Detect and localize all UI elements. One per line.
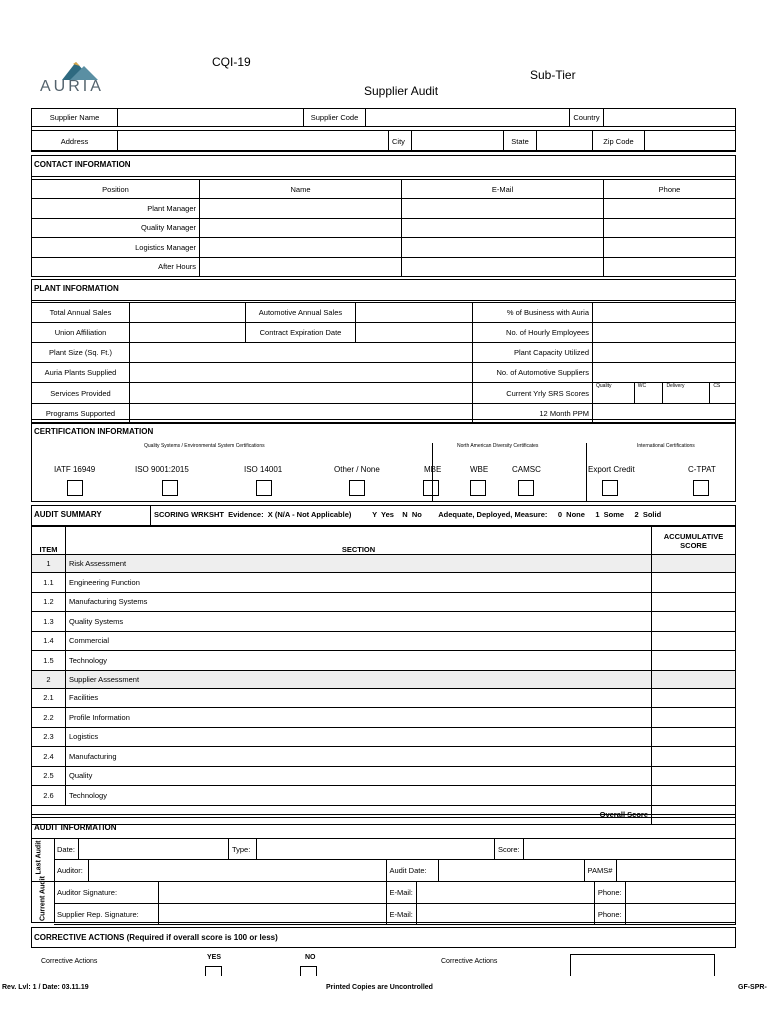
footer-code: GF-SPR- (738, 984, 767, 991)
contract-field[interactable] (356, 323, 473, 343)
summary-item-number: 1 (32, 555, 66, 573)
audit-title: AUDIT INFORMATION (32, 818, 735, 839)
cert-checkbox-mbe[interactable] (423, 480, 439, 496)
audit-date-label: Audit Date: (386, 860, 438, 882)
summary-divider (150, 506, 151, 525)
cert-checkbox-wbe[interactable] (470, 480, 486, 496)
summary-col-item: ITEM (32, 527, 66, 555)
last-date-label: Date: (54, 839, 78, 860)
contact-phone-field[interactable] (604, 218, 736, 238)
hourly-field[interactable] (593, 323, 736, 343)
pct-business-label: % of Business with Auria (473, 303, 593, 323)
contact-name-field[interactable] (200, 238, 402, 258)
supplier-email-field[interactable] (416, 904, 594, 925)
cert-group-quality: Quality Systems / Environmental System Certifications (144, 443, 265, 449)
supplier-phone-field[interactable] (625, 904, 735, 925)
summary-section-name: Engineering Function (66, 573, 652, 593)
contact-email-field[interactable] (402, 257, 604, 277)
cert-checkbox-other[interactable] (349, 480, 365, 496)
summary-item-number: 2.6 (32, 786, 66, 806)
summary-item-number: 1.2 (32, 592, 66, 612)
summary-section-name: Profile Information (66, 708, 652, 728)
footer-rev: Rev. Lvl: 1 / Date: 03.11.19 (2, 984, 89, 991)
summary-score-field[interactable] (652, 727, 736, 747)
auto-suppliers-label: No. of Automotive Suppliers (473, 363, 593, 383)
summary-row (32, 747, 736, 767)
srs-cs[interactable]: CS (713, 383, 721, 389)
corrective-actions-box[interactable] (570, 954, 715, 976)
cert-group-diversity: North American Diversity Certificates (457, 443, 539, 449)
contact-header-email: E-Mail (402, 180, 604, 199)
summary-section (31, 505, 736, 819)
cert-label-iatf: IATF 16949 (54, 465, 96, 474)
total-sales-label: Total Annual Sales (32, 303, 130, 323)
size-field[interactable] (130, 343, 473, 363)
last-date-field[interactable] (78, 839, 228, 860)
corrective-right-label: Corrective Actions (441, 958, 498, 965)
summary-table (31, 526, 736, 825)
plant-table (31, 302, 736, 424)
summary-score-field[interactable] (652, 747, 736, 767)
capacity-label: Plant Capacity Utilized (473, 343, 593, 363)
contact-row-label: Plant Manager (32, 199, 200, 219)
plant-section (31, 279, 736, 420)
summary-section-name: Risk Assessment (66, 555, 652, 573)
zip-field[interactable] (645, 131, 736, 152)
srs-label: Current Yrly SRS Scores (473, 383, 593, 404)
summary-legend: SCORING WRKSHT Evidence: X (N/A - Not Applicable) Y Yes N No Adequate, Deployed, Measure: 0 None 1 Some 2 Solid (154, 510, 662, 519)
supplier-code-label: Supplier Code (304, 109, 366, 127)
auto-sales-field[interactable] (356, 303, 473, 323)
contact-header-name: Name (200, 180, 402, 199)
header (0, 0, 768, 105)
pams-field[interactable] (616, 860, 736, 882)
contact-section (31, 155, 736, 277)
cert-label-mbe: MBE (424, 465, 442, 474)
summary-row (32, 786, 736, 806)
contact-row-label: Logistics Manager (32, 238, 200, 258)
summary-section-name: Quality Systems (66, 612, 652, 632)
summary-row (32, 766, 736, 786)
summary-row (32, 688, 736, 708)
cert-checkbox-camsc[interactable] (518, 480, 534, 496)
contact-phone-field[interactable] (604, 257, 736, 277)
total-sales-field[interactable] (130, 303, 246, 323)
cert-label-camsc: CAMSC (512, 465, 541, 474)
summary-section-name: Facilities (66, 688, 652, 708)
cert-title: CERTIFICATION INFORMATION (34, 427, 154, 436)
corrective-section (31, 927, 736, 948)
programs-field[interactable] (130, 404, 473, 424)
cert-label-iso9001: ISO 9001:2015 (135, 465, 189, 474)
contract-label: Contract Expiration Date (246, 323, 356, 343)
cert-section (31, 422, 736, 502)
plants-supplied-label: Auria Plants Supplied (32, 363, 130, 383)
supplier-code-field[interactable] (366, 109, 570, 127)
summary-row (32, 727, 736, 747)
contact-name-field[interactable] (200, 218, 402, 238)
cert-group-intl: International Certifications (637, 443, 695, 449)
capacity-field[interactable] (593, 343, 736, 363)
summary-group-row (32, 555, 736, 573)
corrective-left-label: Corrective Actions (41, 958, 98, 965)
ppm-field[interactable] (593, 404, 736, 424)
corrective-no-label: NO (305, 954, 316, 961)
supplier-section (31, 108, 736, 151)
cert-checkbox-iso14001[interactable] (256, 480, 272, 496)
auditor-field[interactable] (88, 860, 386, 882)
auditor-label: Auditor: (54, 860, 88, 882)
supplier-signature-label: Supplier Rep. Signature: (54, 904, 158, 925)
summary-title: AUDIT SUMMARY (34, 510, 102, 519)
corrective-no-checkbox[interactable] (300, 966, 317, 976)
union-field[interactable] (130, 323, 246, 343)
contact-name-field[interactable] (200, 257, 402, 277)
cert-checkbox-ctpat[interactable] (693, 480, 709, 496)
logo (40, 58, 130, 98)
page-subtitle: Sub-Tier (530, 68, 576, 82)
summary-score-field[interactable] (652, 766, 736, 786)
summary-section-name: Manufacturing Systems (66, 592, 652, 612)
contact-table (31, 179, 736, 277)
summary-section-name: Supplier Assessment (66, 670, 652, 688)
summary-row (32, 612, 736, 632)
doc-code: CQI-19 (212, 55, 251, 69)
current-audit-label: Current Audit (39, 876, 47, 921)
auditor-phone-field[interactable] (625, 882, 735, 904)
corrective-yes-checkbox[interactable] (205, 966, 222, 976)
summary-score-field (652, 555, 736, 573)
size-label: Plant Size (Sq. Ft.) (32, 343, 130, 363)
plant-title: PLANT INFORMATION (32, 280, 735, 301)
last-score-label: Score: (494, 839, 523, 860)
summary-section-name: Technology (66, 651, 652, 671)
summary-item-number: 2.4 (32, 747, 66, 767)
summary-row (32, 573, 736, 593)
services-field[interactable] (130, 383, 473, 404)
last-score-field[interactable] (523, 839, 735, 860)
logo-text: AURIA (40, 78, 104, 95)
srs-wc[interactable]: WC (634, 383, 663, 403)
auditor-signature-field[interactable] (158, 882, 386, 904)
summary-score-field[interactable] (652, 651, 736, 671)
supplier-signature-field[interactable] (158, 904, 386, 925)
summary-item-number: 2.1 (32, 688, 66, 708)
country-label: Country (570, 109, 604, 127)
cert-checkbox-iatf[interactable] (67, 480, 83, 496)
corrective-title: CORRECTIVE ACTIONS (Required if overall score is 100 or less) (34, 933, 278, 942)
supplier-name-label: Supplier Name (32, 109, 118, 127)
srs-quality[interactable]: Quality (593, 383, 634, 403)
audit-section (31, 817, 736, 923)
state-label: State (504, 131, 537, 152)
summary-score-field[interactable] (652, 786, 736, 806)
contact-email-field[interactable] (402, 238, 604, 258)
last-audit-label: Last Audit (35, 840, 43, 875)
summary-item-number: 2.5 (32, 766, 66, 786)
services-label: Services Provided (32, 383, 130, 404)
summary-item-number: 1.5 (32, 651, 66, 671)
contact-phone-field[interactable] (604, 199, 736, 219)
cert-label-export: Export Credit (588, 465, 635, 474)
zip-label: Zip Code (593, 131, 645, 152)
contact-email-field[interactable] (402, 218, 604, 238)
address-field[interactable] (118, 131, 389, 152)
summary-item-number: 1.4 (32, 631, 66, 651)
summary-section-name: Logistics (66, 727, 652, 747)
summary-row (32, 631, 736, 651)
plants-supplied-field[interactable] (130, 363, 473, 383)
pams-label: PAMS# (584, 860, 616, 882)
cert-label-wbe: WBE (470, 465, 489, 474)
last-type-label: Type: (228, 839, 256, 860)
contact-header-phone: Phone (604, 180, 736, 199)
corrective-yes-label: YES (207, 954, 222, 961)
summary-section-name: Technology (66, 786, 652, 806)
summary-score-field[interactable] (652, 708, 736, 728)
summary-score-field[interactable] (652, 592, 736, 612)
supplier-email-label: E-Mail: (386, 904, 416, 925)
contact-row-label: After Hours (32, 257, 200, 277)
supplier-phone-label: Phone: (594, 904, 625, 925)
summary-item-number: 1.3 (32, 612, 66, 632)
audit-date-field[interactable] (438, 860, 584, 882)
summary-col-section: SECTION (66, 527, 652, 555)
summary-score-field[interactable] (652, 612, 736, 632)
summary-section-name: Commercial (66, 631, 652, 651)
srs-delivery[interactable]: Delivery (663, 383, 710, 403)
summary-item-number: 1.1 (32, 573, 66, 593)
summary-header-bar (32, 506, 735, 526)
contact-email-field[interactable] (402, 199, 604, 219)
summary-section-name: Quality (66, 766, 652, 786)
summary-group-row (32, 670, 736, 688)
overall-score-label: Overall Score (66, 805, 652, 824)
city-label: City (389, 131, 412, 152)
ppm-label: 12 Month PPM (473, 404, 593, 424)
city-field[interactable] (412, 131, 504, 152)
cert-label-ctpat: C-TPAT (688, 465, 716, 474)
cert-label-other: Other / None (334, 465, 380, 474)
auto-suppliers-field[interactable] (593, 363, 736, 383)
last-type-field[interactable] (256, 839, 494, 860)
pct-business-field[interactable] (593, 303, 736, 323)
summary-row (32, 592, 736, 612)
summary-item-number: 2.3 (32, 727, 66, 747)
state-field[interactable] (537, 131, 593, 152)
auditor-signature-label: Auditor Signature: (54, 882, 158, 904)
cert-checkbox-iso9001[interactable] (162, 480, 178, 496)
auditor-email-label: E-Mail: (386, 882, 416, 904)
auditor-email-field[interactable] (416, 882, 594, 904)
union-label: Union Affiliation (32, 323, 130, 343)
supplier-name-field[interactable] (118, 109, 304, 127)
summary-score-field[interactable] (652, 573, 736, 593)
contact-header-position: Position (32, 180, 200, 199)
address-label: Address (32, 131, 118, 152)
country-field[interactable] (604, 109, 736, 127)
cert-checkbox-export[interactable] (602, 480, 618, 496)
summary-section-name: Manufacturing (66, 747, 652, 767)
auto-sales-label: Automotive Annual Sales (246, 303, 356, 323)
cert-divider-2 (432, 443, 587, 501)
contact-row-label: Quality Manager (32, 218, 200, 238)
footer-printed: Printed Copies are Uncontrolled (326, 984, 433, 991)
summary-score-field[interactable] (652, 631, 736, 651)
cert-label-iso14001: ISO 14001 (244, 465, 283, 474)
contact-phone-field[interactable] (604, 238, 736, 258)
summary-score-field[interactable] (652, 688, 736, 708)
summary-row (32, 708, 736, 728)
summary-score-field (652, 670, 736, 688)
current-audit-side (32, 876, 55, 923)
contact-title: CONTACT INFORMATION (32, 156, 735, 177)
summary-col-score: ACCUMULATIVE SCORE (652, 527, 736, 555)
summary-item-number: 2.2 (32, 708, 66, 728)
page-title: Supplier Audit (364, 84, 439, 98)
contact-name-field[interactable] (200, 199, 402, 219)
srs-scores (593, 383, 736, 404)
auditor-phone-label: Phone: (594, 882, 625, 904)
summary-item-number: 2 (32, 670, 66, 688)
summary-row (32, 651, 736, 671)
hourly-label: No. of Hourly Employees (473, 323, 593, 343)
programs-label: Programs Supported (32, 404, 130, 424)
